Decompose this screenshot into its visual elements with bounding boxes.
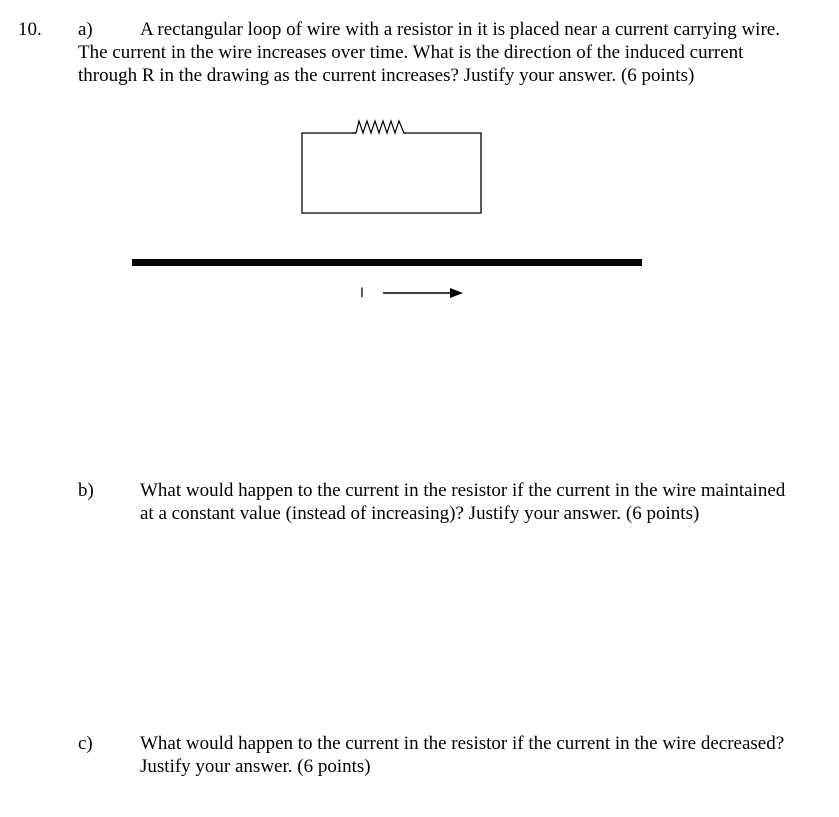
part-c-label: c) bbox=[78, 733, 93, 754]
current-arrow-head bbox=[450, 288, 463, 298]
current-carrying-wire bbox=[132, 259, 642, 266]
current-label: I bbox=[360, 284, 364, 300]
question-number: 10. bbox=[18, 19, 42, 40]
part-c-text: What would happen to the current in the resistor if the current in the wire decreased? Justify your answer. (6 points) bbox=[140, 733, 785, 777]
part-b-text: What would happen to the current in the resistor if the current in the wire maintained at a constant value (instead of increasing)? Justify your answer. (6 points) bbox=[140, 480, 786, 524]
part-a-text: A rectangular loop of wire with a resistor in it is placed near a current carrying wire. The current in the wire increases over time. What is the direction of the induced current through R in the drawing as the current increases? Justify your answer. (6 points) bbox=[78, 19, 780, 86]
loop-top-left-wire bbox=[302, 133, 481, 213]
part-a-label: a) bbox=[78, 19, 93, 40]
part-b-label: b) bbox=[78, 480, 94, 501]
resistor-symbol bbox=[352, 121, 406, 133]
